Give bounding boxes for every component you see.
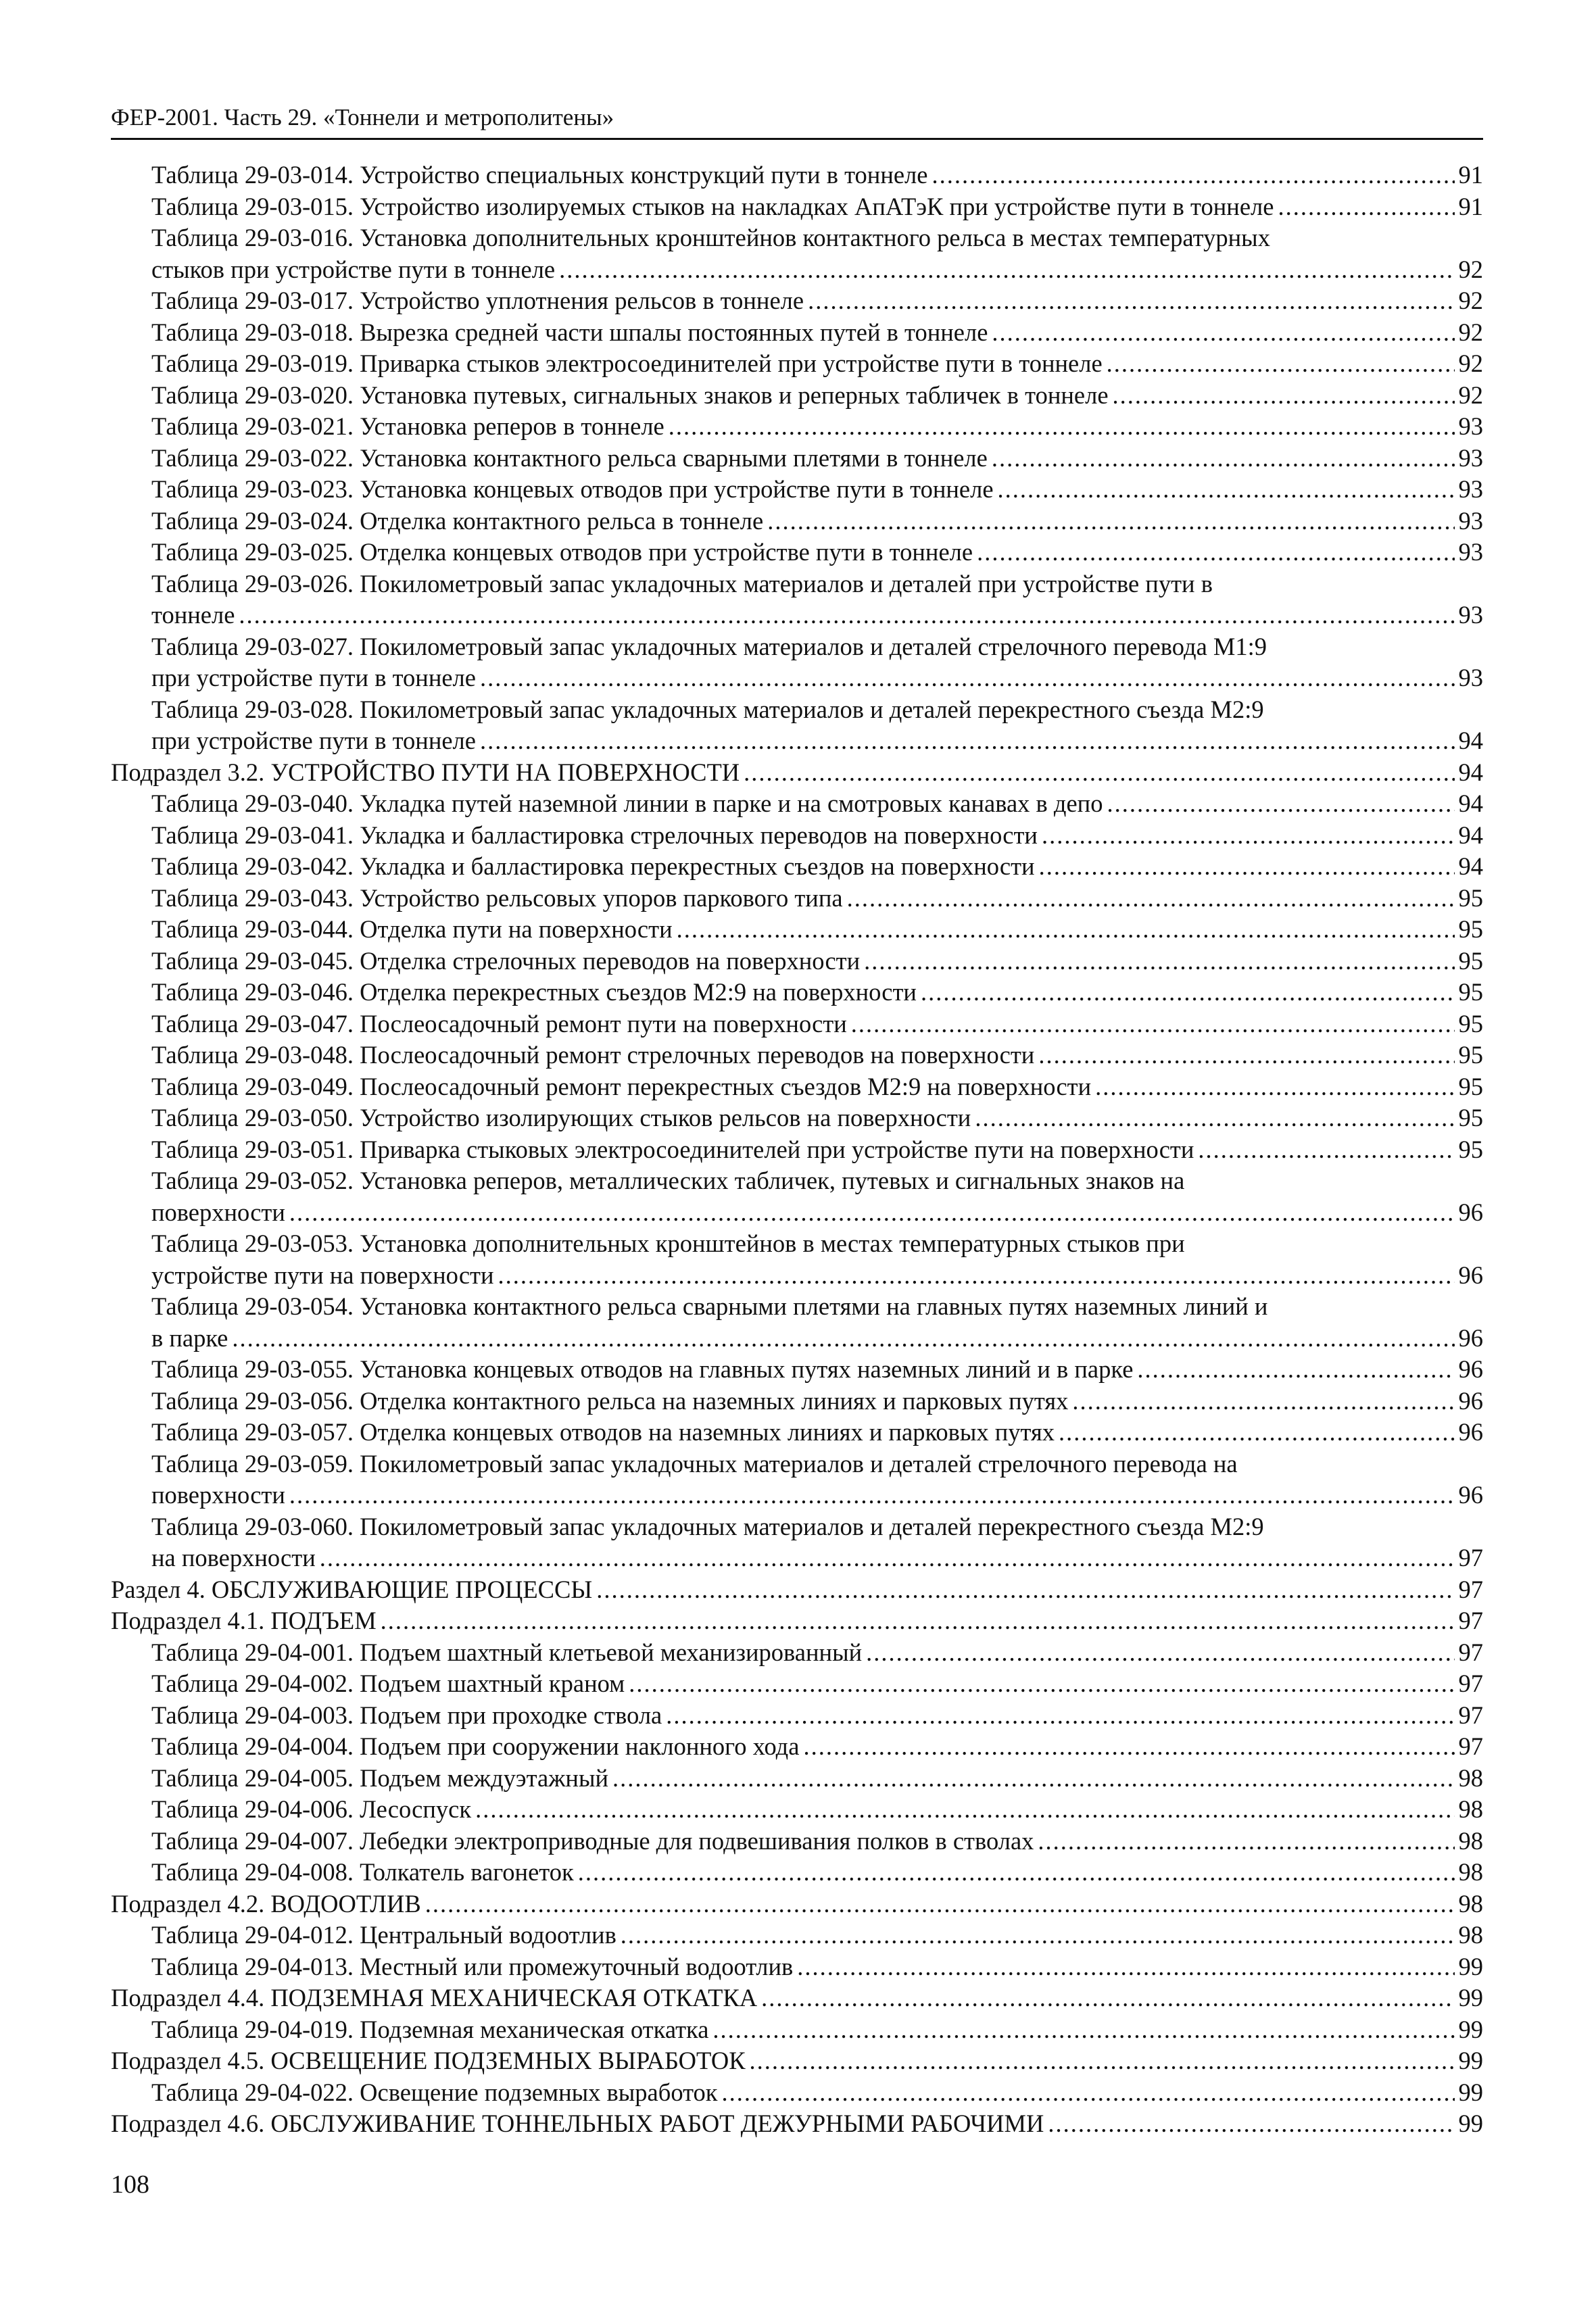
- toc-table-entry: [111, 1951, 1483, 1983]
- toc-entry-title: Таблица 29-04-001. Подъем шахтный клетьевой механизированный: [151, 1638, 863, 1666]
- table-of-contents: [111, 160, 1483, 2140]
- toc-entry-title: Таблица 29-03-051. Приварка стыковых электросоединителей при устройстве пути на поверхности: [151, 1135, 1194, 1163]
- toc-table-entry: [111, 1794, 1483, 1826]
- toc-entry-line: [111, 1071, 1483, 1103]
- toc-page-number: 97: [1458, 1701, 1483, 1729]
- toc-entry-line: [111, 946, 1483, 977]
- dot-leader: [1137, 1354, 1454, 1386]
- dot-leader: [621, 1920, 1455, 1951]
- toc-entry-title: Таблица 29-03-027. Покилометровый запас укладочных материалов и деталей стрелочного перевода М1:9: [151, 632, 1267, 660]
- toc-entry-line: [111, 2014, 1483, 2046]
- toc-table-entry: [111, 851, 1483, 883]
- toc-table-entry: [111, 2014, 1483, 2046]
- toc-table-entry: [111, 1386, 1483, 1417]
- dot-leader: [666, 1700, 1454, 1732]
- toc-entry-line: [111, 662, 1483, 694]
- toc-entry-title: Таблица 29-04-012. Центральный водоотлив: [151, 1921, 616, 1949]
- toc-entry-line: [111, 1668, 1483, 1700]
- running-header: ФЕР-2001. Часть 29. «Тоннели и метрополитены»: [111, 101, 1483, 140]
- toc-entry-line: [111, 883, 1483, 915]
- toc-entry-title: Таблица 29-03-022. Установка контактного рельса сварными плетями в тоннеле: [151, 443, 988, 472]
- toc-entry-line: [111, 1763, 1483, 1795]
- dot-leader: [712, 2014, 1454, 2046]
- toc-entry-line: [111, 1417, 1483, 1448]
- toc-page-number: 95: [1458, 946, 1483, 975]
- page-number: 108: [111, 2170, 149, 2199]
- dot-leader: [1198, 1134, 1454, 1166]
- toc-entry-title: Таблица 29-03-049. Послеосадочный ремонт перекрестных съездов М2:9 на поверхности: [151, 1072, 1092, 1100]
- toc-page-number: 94: [1458, 821, 1483, 849]
- dot-leader: [1278, 191, 1454, 223]
- toc-page-number: 93: [1458, 538, 1483, 566]
- dot-leader: [847, 883, 1455, 915]
- toc-table-entry: [111, 914, 1483, 946]
- toc-section-entry: [111, 1982, 1483, 2014]
- toc-page-number: 99: [1458, 2015, 1483, 2043]
- toc-entry-title: Таблица 29-03-052. Установка реперов, металлических табличек, путевых и сигнальных знаков на: [151, 1167, 1185, 1194]
- toc-table-entry: [111, 285, 1483, 317]
- toc-table-entry: [111, 1700, 1483, 1732]
- toc-entry-title: Таблица 29-03-017. Устройство уплотнения рельсов в тоннеле: [151, 287, 804, 314]
- dot-leader: [498, 1260, 1455, 1292]
- dot-leader: [320, 1542, 1455, 1574]
- toc-table-entry: [111, 380, 1483, 412]
- toc-table-entry: [111, 977, 1483, 1008]
- toc-entry-title: Таблица 29-03-050. Устройство изолирующих стыков рельсов на поверхности: [151, 1104, 971, 1131]
- toc-table-entry: [111, 1008, 1483, 1040]
- toc-page-number: 93: [1458, 601, 1483, 629]
- toc-page-number: 98: [1458, 1921, 1483, 1949]
- toc-section-entry: [111, 757, 1483, 789]
- toc-table-entry: [111, 1731, 1483, 1763]
- toc-table-entry: [111, 1071, 1483, 1103]
- toc-entry-title: Таблица 29-03-048. Послеосадочный ремонт стрелочных переводов на поверхности: [151, 1041, 1035, 1069]
- toc-entry-title: Таблица 29-03-043. Устройство рельсовых упоров паркового типа: [151, 883, 843, 912]
- toc-table-entry: [111, 1354, 1483, 1386]
- toc-page-number: 96: [1458, 1198, 1483, 1226]
- toc-entry-title: Подраздел 4.5. ОСВЕЩЕНИЕ ПОДЗЕМНЫХ ВЫРАБОТОК: [111, 2047, 746, 2074]
- toc-section-entry: [111, 2045, 1483, 2077]
- toc-table-entry: [111, 694, 1483, 757]
- toc-entry-title: Подраздел 4.6. ОБСЛУЖИВАНИЕ ТОННЕЛЬНЫХ РАБОТ ДЕЖУРНЫМИ РАБОЧИМИ: [111, 2110, 1044, 2137]
- toc-entry-title: Таблица 29-03-046. Отделка перекрестных съездов М2:9 на поверхности: [151, 978, 917, 1006]
- dot-leader: [578, 1857, 1455, 1888]
- toc-page-number: 98: [1458, 1795, 1483, 1823]
- toc-entry-line: [111, 317, 1483, 349]
- toc-table-entry: [111, 788, 1483, 820]
- toc-page-number: 98: [1458, 1889, 1483, 1918]
- dot-leader: [750, 2045, 1455, 2077]
- toc-table-entry: [111, 946, 1483, 977]
- dot-leader: [761, 1982, 1454, 2014]
- toc-page-number: 93: [1458, 506, 1483, 535]
- dot-leader: [1107, 348, 1455, 380]
- toc-entry-title: Подраздел 4.1. ПОДЪЕМ: [111, 1607, 377, 1634]
- dot-leader: [289, 1197, 1455, 1229]
- toc-table-entry: [111, 1448, 1483, 1511]
- toc-table-entry: [111, 1134, 1483, 1166]
- toc-page-number: 93: [1458, 443, 1483, 472]
- toc-page-number: 92: [1458, 381, 1483, 409]
- toc-table-entry: [111, 1165, 1483, 1228]
- toc-page-number: 98: [1458, 1763, 1483, 1792]
- toc-entry-title: Таблица 29-03-054. Установка контактного рельса сварными плетями на главных путях наземных линий и: [151, 1292, 1268, 1320]
- toc-entry-line: [111, 1102, 1483, 1134]
- toc-entry-title: Таблица 29-03-023. Установка концевых отводов при устройстве пути в тоннеле: [151, 475, 994, 503]
- toc-page-number: 94: [1458, 758, 1483, 786]
- dot-leader: [425, 1888, 1455, 1920]
- toc-entry-line: [111, 1008, 1483, 1040]
- toc-entry-title: Таблица 29-04-003. Подъем при проходке ствола: [151, 1701, 662, 1729]
- dot-leader: [1048, 2108, 1454, 2140]
- toc-entry-title: Таблица 29-03-016. Установка дополнительных кронштейнов контактного рельса в местах температурных: [151, 224, 1270, 251]
- toc-entry-line: [111, 788, 1483, 820]
- toc-entry-title: Таблица 29-03-028. Покилометровый запас укладочных материалов и деталей перекрестного съезда М2:9: [151, 695, 1264, 723]
- toc-entry-title: Таблица 29-03-053. Установка дополнительных кронштейнов в местах температурных стыков при: [151, 1229, 1185, 1257]
- toc-entry-title: Таблица 29-03-024. Отделка контактного рельса в тоннеле: [151, 506, 764, 535]
- toc-entry-title: Таблица 29-04-005. Подъем междуэтажный: [151, 1763, 608, 1792]
- toc-section-entry: [111, 1605, 1483, 1637]
- toc-entry-line: [111, 1197, 1483, 1229]
- toc-page-number: 92: [1458, 349, 1483, 377]
- toc-entry-line: [111, 725, 1483, 757]
- toc-entry-line: [111, 1574, 1483, 1606]
- toc-page-number: 99: [1458, 1952, 1483, 1980]
- toc-entry-line: [111, 474, 1483, 506]
- toc-page-number: 97: [1458, 1575, 1483, 1603]
- dot-leader: [1039, 851, 1455, 883]
- toc-entry-title: Таблица 29-03-044. Отделка пути на поверхности: [151, 915, 673, 943]
- toc-page-number: 93: [1458, 664, 1483, 691]
- toc-entry-title: Таблица 29-04-019. Подземная механическая откатка: [151, 2015, 709, 2043]
- toc-entry-title: Таблица 29-04-007. Лебедки электроприводные для подвешивания полков в стволах: [151, 1826, 1034, 1855]
- toc-entry-line: [111, 1386, 1483, 1417]
- dot-leader: [1038, 1040, 1454, 1071]
- toc-entry-line: [111, 1260, 1483, 1292]
- dot-leader: [744, 757, 1454, 789]
- toc-page-number: 97: [1458, 1670, 1483, 1697]
- dot-leader: [381, 1605, 1455, 1637]
- toc-page-number: 95: [1458, 1104, 1483, 1131]
- toc-page-number: 97: [1458, 1607, 1483, 1634]
- toc-page-number: 99: [1458, 2047, 1483, 2074]
- dot-leader: [803, 1731, 1454, 1763]
- toc-table-entry: [111, 631, 1483, 694]
- toc-page-number: 93: [1458, 412, 1483, 440]
- toc-entry-line: [111, 2108, 1483, 2140]
- toc-entry-line: [111, 1040, 1483, 1071]
- toc-entry-line: [111, 348, 1483, 380]
- toc-table-entry: [111, 506, 1483, 537]
- dot-leader: [864, 946, 1454, 977]
- toc-entry-line: [111, 411, 1483, 443]
- toc-table-entry: [111, 820, 1483, 852]
- toc-entry-title-continuation: в парке: [151, 1323, 228, 1352]
- toc-entry-line: [111, 1323, 1483, 1355]
- toc-table-entry: [111, 1417, 1483, 1448]
- toc-table-entry: [111, 160, 1483, 191]
- dot-leader: [1072, 1386, 1454, 1417]
- toc-table-entry: [111, 1102, 1483, 1134]
- toc-entry-line: [111, 380, 1483, 412]
- toc-section-entry: [111, 1888, 1483, 1920]
- toc-entry-line: [111, 1354, 1483, 1386]
- toc-entry-line: [111, 977, 1483, 1008]
- dot-leader: [612, 1763, 1455, 1795]
- toc-entry-title-continuation: при устройстве пути в тоннеле: [151, 727, 476, 754]
- toc-entry-title: Таблица 29-04-022. Освещение подземных выработок: [151, 2078, 718, 2106]
- toc-table-entry: [111, 1826, 1483, 1857]
- toc-page-number: 99: [1458, 2110, 1483, 2137]
- toc-entry-title: Таблица 29-03-045. Отделка стрелочных переводов на поверхности: [151, 946, 861, 975]
- toc-page-number: 95: [1458, 1041, 1483, 1069]
- toc-entry-title: Таблица 29-03-042. Укладка и балластировка перекрестных съездов на поверхности: [151, 852, 1035, 880]
- dot-leader: [866, 1637, 1454, 1669]
- toc-entry-title: Таблица 29-04-006. Лесоспуск: [151, 1795, 472, 1823]
- dot-leader: [998, 474, 1455, 506]
- toc-page-number: 91: [1458, 192, 1483, 220]
- toc-entry-line: [111, 1794, 1483, 1826]
- toc-page-number: 95: [1458, 978, 1483, 1006]
- toc-entry-line: [111, 537, 1483, 568]
- toc-entry-title: Таблица 29-03-019. Приварка стыков электросоединителей при устройстве пути в тоннеле: [151, 349, 1103, 377]
- toc-entry-title-continuation: на поверхности: [151, 1544, 316, 1571]
- toc-entry-line: [111, 851, 1483, 883]
- toc-table-entry: [111, 1228, 1483, 1291]
- toc-entry-title: Таблица 29-03-040. Укладка путей наземной линии в парке и на смотровых канавах в депо: [151, 789, 1103, 817]
- toc-entry-title: Таблица 29-04-008. Толкатель вагонеток: [151, 1858, 574, 1886]
- dot-leader: [232, 1323, 1454, 1355]
- toc-page-number: 94: [1458, 789, 1483, 817]
- toc-page-number: 96: [1458, 1323, 1483, 1352]
- toc-entry-title: Таблица 29-03-055. Установка концевых отводов на главных путях наземных линий и в парке: [151, 1355, 1134, 1383]
- toc-table-entry: [111, 883, 1483, 915]
- toc-page-number: 92: [1458, 287, 1483, 314]
- toc-table-entry: [111, 222, 1483, 285]
- toc-entry-title: Таблица 29-03-021. Установка реперов в тоннеле: [151, 412, 664, 440]
- toc-entry-line: [111, 1605, 1483, 1637]
- toc-page-number: 99: [1458, 1984, 1483, 2012]
- toc-page-number: 95: [1458, 1135, 1483, 1163]
- toc-page-number: 95: [1458, 883, 1483, 912]
- toc-entry-line: [111, 600, 1483, 631]
- toc-entry-title: Таблица 29-03-060. Покилометровый запас укладочных материалов и деталей перекрестного съезда М2:9: [151, 1512, 1264, 1540]
- toc-table-entry: [111, 474, 1483, 506]
- toc-page-number: 98: [1458, 1858, 1483, 1886]
- dot-leader: [289, 1480, 1455, 1511]
- dot-leader: [977, 537, 1454, 568]
- dot-leader: [722, 2077, 1455, 2109]
- toc-entry-title-continuation: при устройстве пути в тоннеле: [151, 664, 476, 691]
- toc-entry-line: [111, 506, 1483, 537]
- toc-entry-title: Таблица 29-03-056. Отделка контактного рельса на наземных линиях и парковых путях: [151, 1386, 1069, 1415]
- toc-entry-line: [111, 2045, 1483, 2077]
- dot-leader: [851, 1008, 1455, 1040]
- dot-leader: [1095, 1071, 1454, 1103]
- toc-entry-line: [111, 820, 1483, 852]
- toc-table-entry: [111, 411, 1483, 443]
- dot-leader: [669, 411, 1455, 443]
- dot-leader: [808, 285, 1454, 317]
- toc-entry-line: [111, 1542, 1483, 1574]
- toc-table-entry: [111, 1511, 1483, 1574]
- toc-table-entry: [111, 1920, 1483, 1951]
- dot-leader: [475, 1794, 1454, 1826]
- dot-leader: [1042, 820, 1455, 852]
- toc-entry-title: Таблица 29-03-018. Вырезка средней части шпалы постоянных путей в тоннеле: [151, 318, 988, 346]
- dot-leader: [596, 1574, 1454, 1606]
- toc-page-number: 97: [1458, 1732, 1483, 1760]
- toc-table-entry: [111, 191, 1483, 223]
- toc-entry-line: [111, 1480, 1483, 1511]
- toc-table-entry: [111, 317, 1483, 349]
- toc-entry-line: [111, 285, 1483, 317]
- toc-entry-line: [111, 1857, 1483, 1888]
- toc-page-number: 96: [1458, 1261, 1483, 1289]
- toc-page-number: 97: [1458, 1638, 1483, 1666]
- dot-leader: [797, 1951, 1454, 1983]
- toc-entry-line: [111, 1888, 1483, 1920]
- toc-page-number: 96: [1458, 1355, 1483, 1383]
- dot-leader: [932, 160, 1454, 191]
- toc-table-entry: [111, 2077, 1483, 2109]
- toc-page-number: 96: [1458, 1481, 1483, 1509]
- toc-entry-title: Таблица 29-03-014. Устройство специальных конструкций пути в тоннеле: [151, 161, 928, 189]
- toc-table-entry: [111, 1040, 1483, 1071]
- toc-entry-line: [111, 1920, 1483, 1951]
- toc-entry-title: Таблица 29-03-025. Отделка концевых отводов при устройстве пути в тоннеле: [151, 538, 973, 566]
- toc-page-number: 94: [1458, 852, 1483, 880]
- toc-page-number: 95: [1458, 1009, 1483, 1038]
- toc-entry-title: Таблица 29-04-004. Подъем при сооружении наклонного хода: [151, 1732, 800, 1760]
- toc-table-entry: [111, 443, 1483, 474]
- toc-entry-line: [111, 191, 1483, 223]
- dot-leader: [677, 914, 1455, 946]
- toc-page-number: 94: [1458, 727, 1483, 754]
- toc-entry-title: Таблица 29-03-047. Послеосадочный ремонт пути на поверхности: [151, 1009, 847, 1038]
- toc-entry-title: Таблица 29-04-013. Местный или промежуточный водоотлив: [151, 1952, 794, 1980]
- toc-entry-line: [111, 1700, 1483, 1732]
- toc-page-number: 92: [1458, 255, 1483, 283]
- dot-leader: [975, 1102, 1454, 1134]
- toc-page-number: 91: [1458, 161, 1483, 189]
- toc-table-entry: [111, 1857, 1483, 1888]
- toc-entry-line: [111, 1951, 1483, 1983]
- dot-leader: [629, 1668, 1454, 1700]
- toc-entry-line: [111, 914, 1483, 946]
- toc-entry-line: [111, 1982, 1483, 2014]
- toc-entry-title: Таблица 29-03-020. Установка путевых, сигнальных знаков и реперных табличек в тоннеле: [151, 381, 1109, 409]
- toc-section-entry: [111, 2108, 1483, 2140]
- toc-page-number: 99: [1458, 2078, 1483, 2106]
- dot-leader: [767, 506, 1454, 537]
- toc-entry-title: Подраздел 4.2. ВОДООТЛИВ: [111, 1889, 421, 1918]
- toc-entry-title: Подраздел 4.4. ПОДЗЕМНАЯ МЕХАНИЧЕСКАЯ ОТКАТКА: [111, 1984, 758, 2012]
- toc-entry-line: [111, 160, 1483, 191]
- toc-table-entry: [111, 1763, 1483, 1795]
- toc-entry-line: [111, 1731, 1483, 1763]
- toc-page-number: 96: [1458, 1418, 1483, 1446]
- toc-entry-line: [111, 443, 1483, 474]
- toc-page-number: 95: [1458, 1072, 1483, 1100]
- toc-section-entry: [111, 1574, 1483, 1606]
- toc-entry-title: Таблица 29-03-059. Покилометровый запас укладочных материалов и деталей стрелочного перевода на: [151, 1449, 1238, 1478]
- toc-table-entry: [111, 1668, 1483, 1700]
- toc-entry-title-continuation: устройстве пути на поверхности: [151, 1261, 494, 1289]
- toc-entry-title: Раздел 4. ОБСЛУЖИВАЮЩИЕ ПРОЦЕССЫ: [111, 1575, 593, 1603]
- toc-entry-line: [111, 1826, 1483, 1857]
- toc-table-entry: [111, 1291, 1483, 1354]
- toc-entry-title-continuation: поверхности: [151, 1198, 285, 1226]
- toc-entry-line: [111, 1637, 1483, 1669]
- toc-entry-line: [111, 757, 1483, 789]
- toc-entry-title: Таблица 29-03-015. Устройство изолируемых стыков на накладках АпАТэК при устройстве пути в тоннеле: [151, 192, 1274, 220]
- toc-entry-title-continuation: стыков при устройстве пути в тоннеле: [151, 255, 556, 283]
- toc-entry-title-continuation: поверхности: [151, 1481, 285, 1509]
- toc-entry-title: Таблица 29-03-026. Покилометровый запас укладочных материалов и деталей при устройстве пути в: [151, 569, 1213, 598]
- toc-entry-title: Подраздел 3.2. УСТРОЙСТВО ПУТИ НА ПОВЕРХНОСТИ: [111, 758, 740, 786]
- dot-leader: [1107, 788, 1454, 820]
- dot-leader: [992, 317, 1454, 349]
- toc-page-number: 98: [1458, 1826, 1483, 1855]
- toc-table-entry: [111, 1637, 1483, 1669]
- dot-leader: [480, 662, 1455, 694]
- dot-leader: [559, 254, 1454, 286]
- dot-leader: [1059, 1417, 1454, 1448]
- toc-entry-title-continuation: тоннеле: [151, 601, 235, 629]
- dot-leader: [480, 725, 1455, 757]
- toc-entry-title: Таблица 29-03-057. Отделка концевых отводов на наземных линиях и парковых путях: [151, 1418, 1055, 1446]
- toc-entry-line: [111, 2077, 1483, 2109]
- dot-leader: [239, 600, 1454, 631]
- dot-leader: [992, 443, 1455, 474]
- toc-page-number: 96: [1458, 1386, 1483, 1415]
- toc-page-number: 92: [1458, 318, 1483, 346]
- toc-table-entry: [111, 537, 1483, 568]
- toc-page-number: 93: [1458, 475, 1483, 503]
- dot-leader: [1038, 1826, 1454, 1857]
- dot-leader: [1113, 380, 1455, 412]
- toc-entry-line: [111, 254, 1483, 286]
- toc-page-number: 95: [1458, 915, 1483, 943]
- toc-entry-title: Таблица 29-03-041. Укладка и балластировка стрелочных переводов на поверхности: [151, 821, 1038, 849]
- toc-table-entry: [111, 568, 1483, 631]
- toc-entry-line: [111, 1134, 1483, 1166]
- toc-entry-title: Таблица 29-04-002. Подъем шахтный краном: [151, 1670, 625, 1697]
- toc-table-entry: [111, 348, 1483, 380]
- dot-leader: [921, 977, 1455, 1008]
- toc-page-number: 97: [1458, 1544, 1483, 1571]
